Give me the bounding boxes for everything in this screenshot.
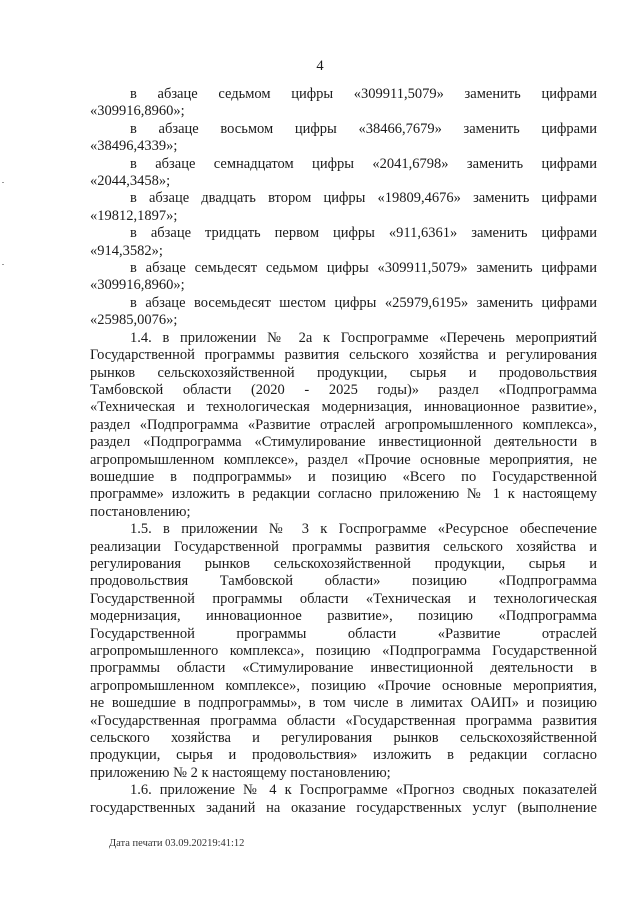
- text-line: 1.6. приложение № 4 к Госпрограмме «Прогноз сводных показателей: [130, 782, 597, 799]
- text-line: Тамбовской области (2020 - 2025 годы)» раздел «Подпрограмма: [90, 381, 597, 398]
- text-line: «19812,1897»;: [90, 207, 178, 224]
- text-line: в абзаце восьмом цифры «38466,7679» заменить цифрами: [130, 120, 597, 137]
- text-line: «914,3582»;: [90, 242, 163, 259]
- text-line: 1.4. в приложении № 2а к Госпрограмме «Перечень мероприятий: [130, 329, 597, 346]
- text-line: агропромышленном комплексе», раздел «Прочие основные мероприятия, не: [90, 451, 597, 468]
- text-line: «309916,8960»;: [90, 103, 185, 120]
- text-line: «2044,3458»;: [90, 173, 171, 190]
- text-line: в абзаце семьдесят седьмом цифры «309911,5079» заменить цифрами: [130, 260, 597, 277]
- text-line: в абзаце восемьдесят шестом цифры «25979,6195» заменить цифрами: [130, 294, 597, 311]
- text-line: раздел «Подпрограмма «Стимулирование инвестиционной деятельности в: [90, 434, 597, 451]
- scan-margin-mark: [2, 264, 4, 265]
- text-line: «309916,8960»;: [90, 277, 185, 294]
- text-line: «25985,0076»;: [90, 312, 178, 329]
- text-line: программе» изложить в редакции согласно приложению № 1 к настоящему: [90, 486, 597, 503]
- text-line: агропромышленном комплексе», позицию «Прочие основные мероприятия,: [90, 677, 597, 694]
- text-line: «38496,4339»;: [90, 138, 178, 155]
- text-line: рынков сельскохозяйственной продукции, сырья и продовольствия: [90, 364, 597, 381]
- text-line: продовольствия Тамбовской области» позицию «Подпрограмма: [90, 573, 597, 590]
- text-line: государственных заданий на оказание государственных услуг (выполнение: [90, 799, 597, 816]
- text-line: продукции, сырья и продовольствия» изложить в редакции согласно: [90, 747, 597, 764]
- text-line: Государственной программы области «Техническая и технологическая: [90, 590, 597, 607]
- text-line: в абзаце тридцать первом цифры «911,6361» заменить цифрами: [130, 225, 597, 242]
- print-date-footer: Дата печати 03.09.20219:41:12: [109, 838, 245, 849]
- text-line: раздел «Подпрограмма «Развитие отраслей агропромышленного комплекса»,: [90, 416, 597, 433]
- text-line: регулирования рынков сельскохозяйственной продукции, сырья и: [90, 555, 597, 572]
- text-line: вошедшие в подпрограммы» и позицию «Всего по Государственной: [90, 468, 597, 485]
- scan-margin-mark: [2, 182, 4, 183]
- text-line: Государственной программы развития сельского хозяйства и регулирования: [90, 347, 597, 364]
- text-line: постановлению;: [90, 503, 191, 520]
- text-line: сельского хозяйства и регулирования рынков сельскохозяйственной: [90, 730, 597, 747]
- text-line: 1.5. в приложении № 3 к Госпрограмме «Ресурсное обеспечение: [130, 521, 597, 538]
- text-line: Государственной программы области «Развитие отраслей: [90, 625, 597, 642]
- text-line: не вошедшие в подпрограммы», в том числе в лимитах ОАИП» и позицию: [90, 695, 597, 712]
- text-line: в абзаце двадцать втором цифры «19809,4676» заменить цифрами: [130, 190, 597, 207]
- text-line: «Техническая и технологическая модернизация, инновационное развитие»,: [90, 399, 597, 416]
- text-line: в абзаце семнадцатом цифры «2041,6798» заменить цифрами: [130, 155, 597, 172]
- text-line: в абзаце седьмом цифры «309911,5079» заменить цифрами: [130, 86, 597, 102]
- page-number: 4: [316, 58, 324, 74]
- text-line: модернизация, инновационное развитие», позицию «Подпрограмма: [90, 608, 597, 625]
- document-body: [90, 86, 597, 817]
- text-line: «Государственная программа области «Государственная программа развития: [90, 712, 597, 729]
- text-line: агропромышленного комплекса», позицию «Подпрограмма Государственной: [90, 643, 597, 659]
- text-line: приложению № 2 к настоящему постановлению;: [90, 764, 391, 781]
- text-line: реализации Государственной программы развития сельского хозяйства и: [90, 538, 597, 555]
- text-line: программы области «Стимулирование инвестиционной деятельности в: [90, 660, 597, 677]
